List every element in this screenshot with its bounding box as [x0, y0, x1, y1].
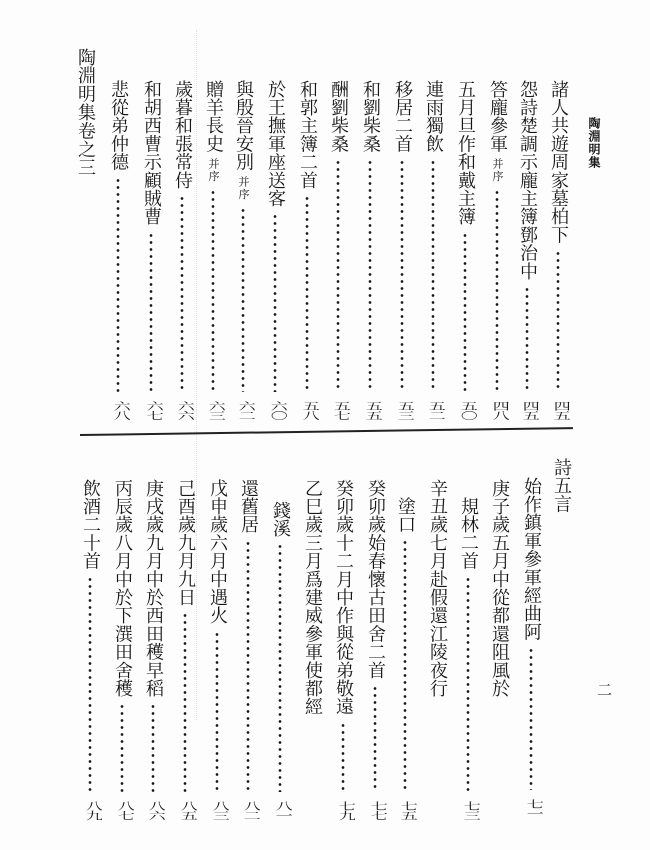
entry-title: 癸卯歲十二月中作與從弟敬遠 [333, 479, 354, 716]
page-number: 七一 [522, 799, 542, 818]
page-number: 八六 [144, 801, 164, 820]
dot-leader [215, 631, 219, 792]
dot-leader [495, 189, 499, 392]
toc-entry [487, 80, 507, 421]
scan-artifact-line [196, 30, 197, 720]
page-number: 八二 [239, 801, 259, 820]
toc-entry [80, 479, 100, 821]
entry-title: 與殷晉安別 [233, 80, 254, 171]
page-number: 七三 [459, 801, 479, 820]
toc-entry [333, 479, 353, 821]
dot-leader [183, 612, 187, 792]
toc-entry [203, 80, 223, 421]
page-number: 八九 [81, 801, 101, 820]
toc-entry [112, 479, 132, 821]
toc-entry [392, 80, 412, 421]
entry-title: 諸人共遊周家墓柏下 [548, 80, 569, 244]
entry-title: 己酉歲九月九日 [175, 479, 196, 607]
toc-entry-continuation [458, 479, 478, 821]
dot-leader [180, 195, 184, 392]
toc-entry [360, 80, 380, 421]
dot-leader [403, 539, 407, 792]
page-number: 五七 [329, 401, 349, 420]
page-number: 四五 [549, 401, 569, 420]
page-number: 八三 [208, 801, 228, 820]
running-header: 陶淵明集 [587, 117, 601, 169]
toc-entry [141, 80, 161, 421]
page-number: 六八 [109, 401, 129, 420]
toc-entry [108, 80, 128, 421]
entry-title-continued: 規林二首 [458, 497, 479, 570]
folio-page-number: 二 [597, 681, 613, 699]
entry-title: 庚子歲五月中從都還阻風於 [489, 479, 510, 698]
page-number: 六二 [234, 401, 254, 420]
page-number: 八一 [271, 801, 291, 820]
dot-leader [305, 195, 309, 392]
page-number: 八五 [176, 801, 196, 820]
entry-title: 和胡西曹示顧賊曹 [141, 80, 162, 226]
entry-title: 癸卯歲始春懷古田舍二首 [365, 479, 386, 680]
toc-entry [365, 479, 385, 821]
dot-leader [373, 685, 377, 792]
dot-leader [525, 286, 529, 392]
entry-title: 酬劉柴桑 [328, 80, 349, 153]
entry-note: 并序 [207, 157, 220, 183]
dot-leader [278, 543, 282, 792]
toc-entry [455, 80, 475, 421]
entry-title: 五月旦作和戴主簿 [455, 80, 476, 226]
entry-title: 丙辰歲八月中於下潠田舍穫 [112, 479, 133, 698]
entry-title: 還舊居 [238, 479, 259, 534]
entry-title: 和郭主簿二首 [297, 80, 318, 190]
dot-leader [149, 232, 153, 392]
page-number: 七九 [334, 801, 354, 820]
toc-entry-line [302, 479, 322, 821]
dot-leader [151, 703, 155, 792]
dot-leader [211, 189, 215, 392]
dot-leader [273, 213, 277, 392]
entry-title: 答龐參軍 [487, 80, 508, 153]
dot-leader [529, 647, 533, 790]
page-number: 六三 [204, 401, 224, 420]
toc-entry [423, 80, 443, 421]
dot-leader [336, 159, 340, 392]
entry-note: 并序 [491, 157, 504, 183]
entry-title: 和劉柴桑 [360, 80, 381, 153]
entry-title: 歲暮和張常侍 [172, 80, 193, 190]
register-divider [80, 427, 573, 435]
dot-leader [241, 207, 245, 392]
entry-title: 悲從弟仲德 [108, 80, 129, 171]
entry-title: 戊申歲六月中遇火 [207, 479, 228, 625]
page-number: 五八 [298, 401, 318, 420]
entry-note: 并序 [237, 176, 250, 201]
entry-title: 於王撫軍座送客 [265, 80, 286, 208]
entry-title: 乙巳歲三月爲建威參軍使都經 [302, 479, 323, 716]
toc-entry [233, 80, 253, 421]
page-number: 七七 [366, 801, 386, 820]
toc-entry [548, 80, 568, 421]
toc-entry [521, 477, 541, 819]
entry-title: 辛丑歲七月赴假還江陵夜行 [427, 479, 448, 698]
toc-entry [172, 80, 192, 421]
dot-leader [116, 177, 120, 392]
toc-entry-continuation [270, 479, 290, 821]
toc-entry [143, 479, 163, 821]
toc-entry-continuation [395, 479, 415, 821]
toc-entry-line [489, 479, 509, 821]
entry-title: 庚戌歲九月中於西田穫早稻 [143, 479, 164, 698]
page-number: 五〇 [456, 401, 476, 420]
dot-leader [556, 250, 560, 392]
toc-entry [238, 479, 258, 821]
dot-leader [88, 576, 92, 792]
dot-leader [120, 703, 124, 792]
page-number: 六七 [142, 401, 162, 420]
entry-title: 贈羊長史 [203, 80, 224, 153]
toc-entry [207, 479, 227, 821]
toc-entry [175, 479, 195, 821]
page-number: 五五 [361, 401, 381, 420]
page-number: 六六 [173, 401, 193, 420]
page-number: 七五 [396, 801, 416, 820]
dot-leader [368, 159, 372, 392]
dot-leader [400, 159, 404, 392]
page-number: 五三 [393, 401, 413, 420]
entry-title: 始作鎮軍參軍經曲阿 [521, 477, 542, 641]
toc-entry-line [427, 479, 447, 821]
toc-entry [517, 80, 537, 421]
entry-title: 移居二首 [392, 80, 413, 153]
dot-leader [341, 722, 345, 792]
toc-entry [297, 80, 317, 421]
page-number: 六〇 [266, 401, 286, 420]
section-heading: 詩五言 [551, 458, 572, 514]
entry-title-continued: 錢溪 [270, 501, 291, 538]
page-number: 五二 [424, 401, 444, 420]
entry-title-continued: 塗口 [395, 497, 416, 534]
dot-leader [246, 540, 250, 792]
entry-title: 連雨獨飲 [423, 80, 444, 153]
toc-entry [265, 80, 285, 421]
toc-entry [328, 80, 348, 421]
page-number: 四八 [488, 401, 508, 420]
volume-heading: 陶淵明集卷之三 [75, 48, 96, 177]
page-number: 四五 [518, 401, 538, 420]
entry-title: 飲酒二十首 [80, 479, 101, 570]
entry-title: 怨詩楚調示龐主簿鄧治中 [517, 80, 538, 281]
page-number: 八七 [113, 801, 133, 820]
dot-leader [463, 232, 467, 392]
dot-leader [466, 576, 470, 792]
dot-leader [431, 159, 435, 392]
